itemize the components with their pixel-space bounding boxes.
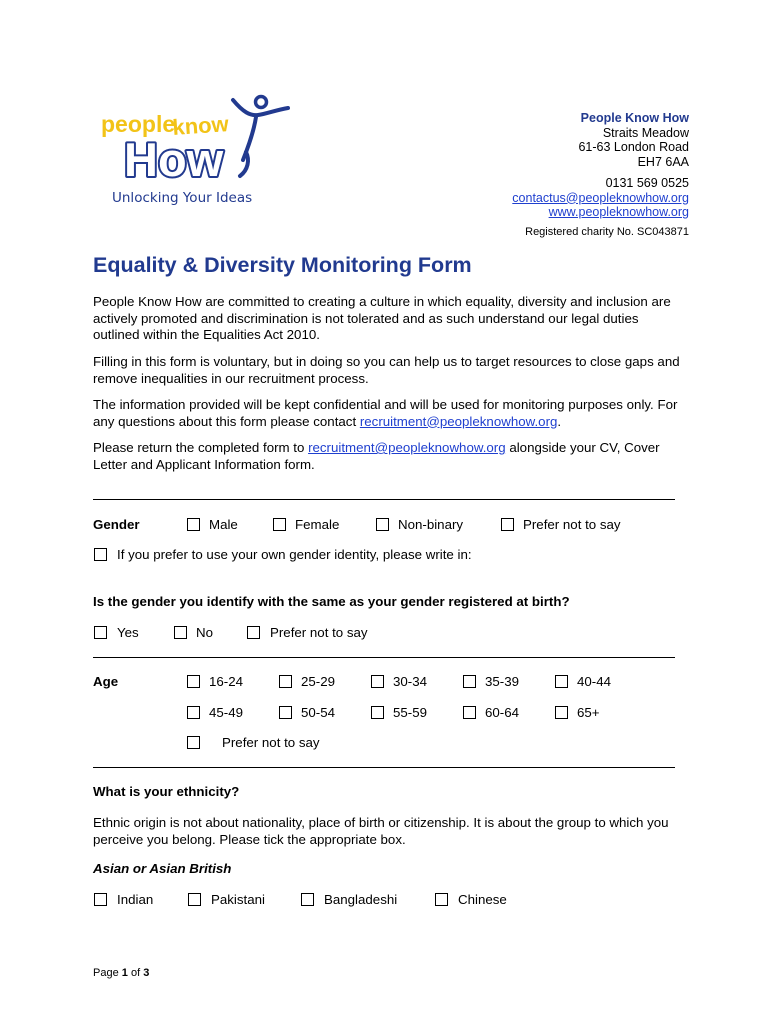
option-label: 40-44: [577, 674, 612, 689]
page-current: 1: [121, 967, 128, 979]
option-label: 30-34: [393, 674, 428, 689]
age-option-45-49[interactable]: [187, 705, 243, 720]
checkbox[interactable]: [301, 893, 314, 906]
checkbox[interactable]: [187, 736, 200, 749]
charity-number: Registered charity No. SC043871: [525, 225, 689, 238]
option-label: Non-binary: [398, 517, 464, 532]
checkbox[interactable]: [371, 706, 384, 719]
option-label: Male: [209, 517, 238, 532]
checkbox[interactable]: [94, 893, 107, 906]
gender-label: Gender: [93, 517, 140, 532]
ethnicity-option-pakistani[interactable]: [188, 892, 265, 907]
gender-option-male[interactable]: [187, 517, 238, 532]
option-label: Chinese: [458, 892, 507, 907]
checkbox[interactable]: [371, 675, 384, 688]
option-label: Bangladeshi: [324, 892, 398, 907]
age-option-30-34[interactable]: [371, 674, 427, 689]
section-divider: [93, 657, 675, 658]
option-label: Prefer not to say: [270, 625, 368, 640]
intro-paragraph-3-text: The information provided will be kept confidential and will be used for monitoring purposes only. For any questions about this form please contact: [93, 397, 678, 429]
org-website-link[interactable]: www.peopleknowhow.org: [548, 205, 689, 219]
intro-paragraph-2: Filling in this form is voluntary, but in doing so you can help us to target resources to close gaps and remove inequalities in our recruitment process.: [93, 354, 680, 386]
gender-option-non-binary[interactable]: [376, 517, 463, 532]
birth-gender-option-yes[interactable]: [94, 625, 139, 640]
option-label: 25-29: [301, 674, 336, 689]
section-divider: [93, 767, 675, 768]
age-option-prefer-not[interactable]: [187, 735, 320, 750]
age-option-35-39[interactable]: [463, 674, 519, 689]
ethnicity-option-bangladeshi[interactable]: [301, 892, 397, 907]
age-option-55-59[interactable]: [371, 705, 427, 720]
gender-own-identity-option[interactable]: [94, 547, 472, 562]
people-know-how-logo: [98, 90, 298, 210]
birth-gender-option-no[interactable]: [174, 625, 213, 640]
intro-paragraph-1: People Know How are committed to creating a culture in which equality, diversity and inclusion are actively promoted and discrimination is not tolerated and as such understand our legal duties outlined within the Equalities Act 2010.: [93, 294, 671, 342]
gender-option-female[interactable]: [273, 517, 339, 532]
option-label: 16-24: [209, 674, 244, 689]
checkbox[interactable]: [435, 893, 448, 906]
ethnicity-option-chinese[interactable]: [435, 892, 507, 907]
age-option-50-54[interactable]: [279, 705, 335, 720]
ethnicity-option-indian[interactable]: [94, 892, 153, 907]
checkbox[interactable]: [94, 548, 107, 561]
recruitment-email-link[interactable]: recruitment@peopleknowhow.org: [359, 413, 558, 429]
checkbox[interactable]: [247, 626, 260, 639]
age-option-60-64[interactable]: [463, 705, 519, 720]
checkbox[interactable]: [174, 626, 187, 639]
logo-tagline: Unlocking Your Ideas: [112, 190, 253, 206]
intro-paragraph-3: [93, 397, 683, 430]
org-phone: 0131 569 0525: [605, 176, 689, 190]
option-label: Female: [295, 517, 340, 532]
org-postcode: EH7 6AA: [637, 154, 689, 169]
of-word: of: [130, 967, 141, 979]
option-label: 50-54: [301, 705, 336, 720]
page-footer: [93, 967, 149, 979]
option-label: 35-39: [485, 674, 520, 689]
checkbox[interactable]: [501, 518, 514, 531]
option-label: 55-59: [393, 705, 428, 720]
birth-gender-question: Is the gender you identify with the same as your gender registered at birth?: [93, 594, 570, 609]
ethnicity-description: Ethnic origin is not about nationality, place of birth or citizenship. It is about the group to which you perceive you belong. Please tick the appropriate box.: [93, 815, 669, 847]
age-option-40-44[interactable]: [555, 674, 611, 689]
checkbox[interactable]: [279, 675, 292, 688]
ethnicity-question: What is your ethnicity?: [93, 784, 240, 799]
intro-paragraph-3-end: .: [557, 413, 562, 429]
option-label: Yes: [117, 625, 139, 640]
form-title: Equality & Diversity Monitoring Form: [93, 253, 472, 277]
checkbox[interactable]: [187, 518, 200, 531]
option-label: 65+: [577, 705, 600, 720]
checkbox[interactable]: [555, 675, 568, 688]
checkbox[interactable]: [463, 706, 476, 719]
age-label: Age: [93, 674, 119, 689]
option-label: Prefer not to say: [523, 517, 621, 532]
page-total: 3: [143, 967, 150, 979]
option-label: Prefer not to say: [222, 735, 320, 750]
checkbox[interactable]: [187, 706, 200, 719]
logo-word-how: How: [124, 133, 224, 186]
org-email-link[interactable]: contactus@peopleknowhow.org: [512, 190, 689, 205]
org-name: People Know How: [580, 111, 689, 125]
ethnicity-group-asian: Asian or Asian British: [93, 861, 232, 876]
intro-paragraph-4-text: Please return the completed form to: [93, 440, 309, 455]
checkbox[interactable]: [188, 893, 201, 906]
birth-gender-option-prefer-not[interactable]: [247, 625, 368, 640]
checkbox[interactable]: [279, 706, 292, 719]
org-address-line1: Straits Meadow: [602, 125, 689, 140]
option-label: No: [196, 625, 213, 640]
option-label: 60-64: [485, 705, 520, 720]
option-label: Pakistani: [211, 892, 265, 907]
section-divider: [93, 499, 675, 500]
checkbox[interactable]: [273, 518, 286, 531]
intro-paragraph-4: [93, 440, 683, 473]
gender-option-prefer-not[interactable]: [501, 517, 621, 532]
intro-paragraph-4-end: alongside your CV, Cover Letter and Applicant Information form.: [93, 440, 660, 472]
logo-word-people: people: [101, 111, 176, 137]
checkbox[interactable]: [463, 675, 476, 688]
option-label: Indian: [117, 892, 154, 907]
checkbox[interactable]: [555, 706, 568, 719]
option-label: If you prefer to use your own gender identity, please write in:: [117, 547, 472, 562]
logo-figure-icon: [233, 97, 288, 177]
organisation-details: [512, 111, 689, 239]
checkbox[interactable]: [94, 626, 107, 639]
option-label: 45-49: [209, 705, 244, 720]
age-option-16-24[interactable]: [187, 674, 243, 689]
org-address-line2: 61-63 London Road: [578, 140, 689, 154]
page-word: Page: [93, 967, 119, 979]
age-option-65-plus[interactable]: [555, 705, 600, 720]
logo-word-know: know: [171, 111, 230, 140]
return-email-link[interactable]: recruitment@peopleknowhow.org: [308, 440, 506, 455]
checkbox[interactable]: [376, 518, 389, 531]
checkbox[interactable]: [187, 675, 200, 688]
age-option-25-29[interactable]: [279, 674, 335, 689]
